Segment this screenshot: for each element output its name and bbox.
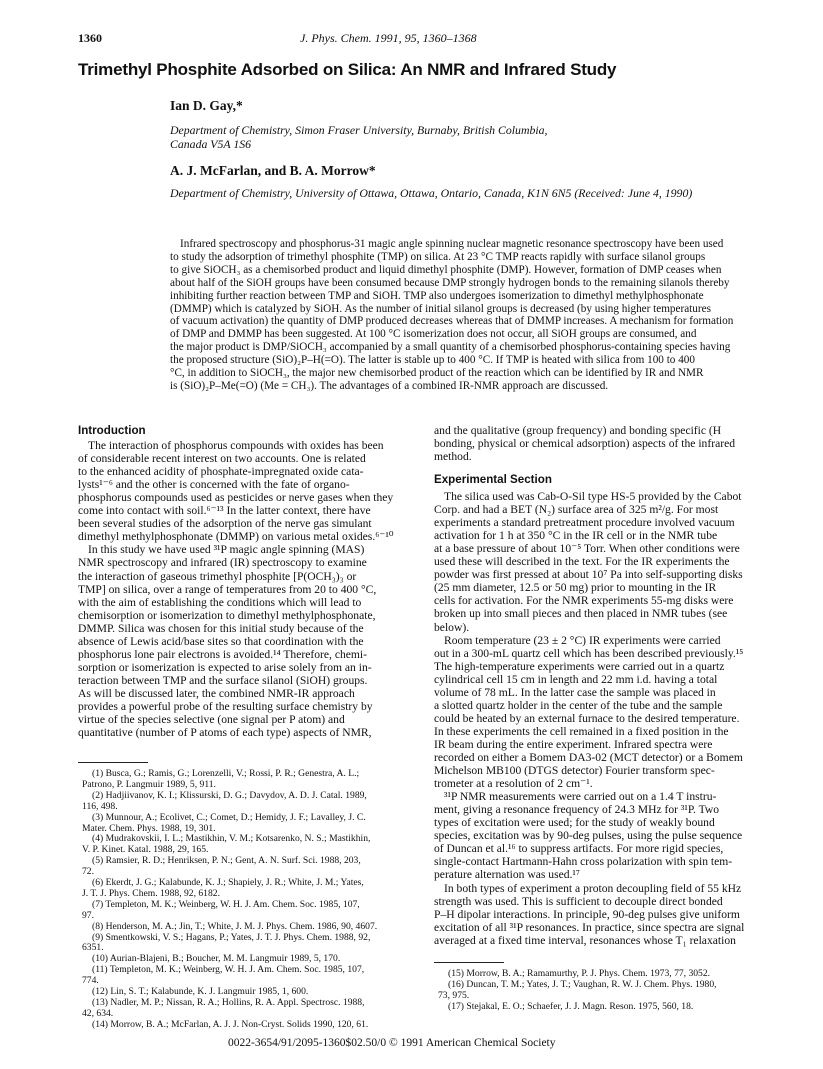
experimental-line: (25 mm diameter, 12.5 or 50 mg) prior to mounting in the IR [434, 581, 717, 595]
intro-line: In this study we have used ³¹P magic angle spinning (MAS) [88, 543, 365, 557]
intro-line: teraction between TMP and the surface silanol (SiOH) groups. [78, 673, 368, 687]
copyright-footer: 0022-3654/91/2095-1360$02.50/0 © 1991 American Chemical Society [228, 1037, 556, 1049]
footnote-entry: (17) Stejakal, E. O.; Schaefer, J. J. Magn. Reson. 1975, 560, 18. [448, 1000, 694, 1012]
footnote-entry: (3) Munnour, A.; Ecolivet, C.; Comet, D.; Hemidy, J. F.; Lavalley, J. C. [92, 811, 366, 823]
footnote-entry: (5) Ramsier, R. D.; Henriksen, P. N.; Gent, A. N. Surf. Sci. 1988, 203, [92, 855, 361, 867]
experimental-line: used these will described in the text. For the IR experiments the [434, 555, 730, 569]
intro-line: virtue of the species selective (one signal per P atom) and [78, 713, 345, 727]
experimental-line: species, excitation was by 90-deg pulses, using the pulse sequence [434, 829, 743, 843]
experimental-line: The silica used was Cab-O-Sil type HS-5 provided by the Cabot [444, 490, 742, 503]
experimental-heading: Experimental Section [434, 473, 552, 486]
intro-line: provides a powerful probe of the resulting surface chemistry by [78, 700, 373, 713]
intro-line: As will be discussed later, the combined NMR-IR approach [78, 686, 355, 700]
intro-line: DMMP. Silica was chosen for this initial study because of the [78, 621, 364, 635]
intro-line: of considerable recent interest on two accounts. One is related [78, 452, 366, 466]
footnote-entry: (10) Aurian-Blajeni, B.; Boucher, M. M. Langmuir 1989, 5, 170. [92, 953, 341, 965]
footnote-entry: (11) Templeton, M. K.; Weinberg, W. H. J. Am. Chem. Soc. 1985, 107, [92, 964, 365, 976]
abstract-line: °C, in addition to SiOCH₃, the major new chemisorbed product of the reaction which can be identified by IR and NMR [170, 367, 704, 379]
abstract-line: about half of the SiOH groups have been consumed because DMP strongly hydrogen bonds to the remaining silanols thereby [170, 276, 730, 289]
affiliation-2-line-1: Department of Chemistry, University of Ottawa, Ottawa, Ontario, Canada, K1N 6N5 (Received: June 4, 1990) [170, 186, 693, 200]
footnote-entry: (2) Hadjiivanov, K. I.; Klissurski, D. G.; Davydov, A. D. J. Catal. 1989, [92, 789, 367, 801]
footnote-entry: (16) Duncan, T. M.; Yates, J. T.; Vaughan, R. W. J. Chem. Phys. 1980, [448, 978, 717, 990]
footnote-continuation: 6351. [82, 942, 104, 954]
intro-line: chemisorption or isomerization to dimethyl methylphosphonate, [78, 608, 376, 622]
footnote-entry: (7) Templeton, M. K.; Weinberg, W. H. J. Am. Chem. Soc. 1985, 107, [92, 898, 360, 910]
author-2: A. J. McFarlan, and B. A. Morrow* [170, 163, 376, 178]
abstract-line: inhibiting further reaction between TMP and SiOH. TMP also undergoes isomerization to dimethyl methylphosphonate [170, 289, 704, 302]
abstract-line: to study the adsorption of trimethyl phosphite (TMP) on silica. At 23 °C TMP reacts rapidly with surface silanol groups [170, 250, 706, 263]
footnote-continuation: 774. [82, 975, 99, 987]
experimental-line: of Duncan et al.¹⁶ to suppress artifacts. For more rigid species, [434, 842, 724, 856]
footnote-rule-right [434, 962, 504, 963]
footnote-entry: (8) Henderson, M. A.; Jin, T.; White, J. M. J. Phys. Chem. 1986, 90, 4607. [92, 920, 378, 932]
experimental-line: activation for 1 h at 350 °C in the IR cell or in the NMR tube [434, 529, 718, 543]
experimental-line: excitation of all ³¹P resonances. In practice, since spectra are signal [434, 920, 745, 934]
intro-continued-line: method. [434, 450, 472, 464]
footnote-entry: (12) Lin, S. T.; Kalabunde, K. J. Langmuir 1985, 1, 600. [92, 986, 309, 997]
experimental-line: single-contact Hartmann-Hahn cross polarization with spin tem- [434, 855, 733, 869]
intro-line: NMR spectroscopy and infrared (IR) spectroscopy to examine [78, 556, 367, 570]
experimental-line: In these experiments the cell remained in a fixed position in the [434, 724, 729, 738]
experimental-line: recorded on either a Bomem DA3-02 (MCT detector) or a Bomem [434, 751, 743, 764]
experimental-line: experiments a standard pretreatment procedure involved vacuum [434, 516, 735, 530]
experimental-line: out in a 300-mL quartz cell which has been described previously.¹⁵ [434, 646, 744, 660]
experimental-line: volume of 78 mL. In the latter case the sample was placed in [434, 685, 716, 699]
experimental-line: at a base pressure of about 10⁻⁵ Torr. When other conditions were [434, 542, 740, 556]
intro-line: absence of Lewis acid/base sites so that coordination with the [78, 634, 364, 648]
intro-line: phosphorus compounds used as pesticides or nerve gases when they [78, 491, 394, 505]
experimental-line: Corp. and had a BET (N₂) surface area of 325 m²/g. For most [434, 503, 719, 517]
footnote-entry: (1) Busca, G.; Ramis, G.; Lorenzelli, V.; Rossi, P. R.; Genestra, A. L.; [92, 768, 360, 779]
page-number: 1360 [78, 31, 102, 45]
footnote-continuation: 97. [82, 909, 94, 921]
footnote-entry: (9) Smentkowski, V. S.; Hagans, P.; Yates, J. T. J. Phys. Chem. 1988, 92, [92, 931, 371, 943]
experimental-line: IR beam during the entire experiment. Infrared spectra were [434, 737, 713, 751]
abstract-line: is (SiO)₂P–Me(=O) (Me = CH₃). The advantages of a combined IR-NMR approach are discussed. [170, 379, 609, 392]
footnote-continuation: J. T. J. Phys. Chem. 1988, 92, 6182. [82, 887, 220, 899]
abstract-line: of vacuum activation) the quantity of DMP produced decreases whereas that of DMMP increases. A mechanism for formation [170, 315, 734, 328]
experimental-line: ³¹P NMR measurements were carried out on a 1.4 T instru- [444, 790, 717, 804]
experimental-line: perature alternation was used.¹⁷ [434, 868, 580, 882]
abstract-line: Infrared spectroscopy and phosphorus-31 magic angle spinning nuclear magnetic resonance spectroscopy have been used [180, 238, 724, 250]
footnote-entry: (13) Nadler, M. P.; Nissan, R. A.; Hollins, R. A. Appl. Spectrosc. 1988, [92, 996, 365, 1008]
affiliation-1-line-2: Canada V5A 1S6 [170, 137, 252, 151]
footnote-continuation: 72. [82, 866, 94, 878]
abstract-line: the proposed structure (SiO)₂P–H(=O). The latter is stable up to 400 °C. If TMP is heated with silica from 100 to 400 [170, 354, 695, 367]
footnote-entry: (6) Ekerdt, J. G.; Kalabunde, K. J.; Shapiely, J. R.; White, J. M.; Yates, [92, 877, 364, 888]
intro-line: TMP] on silica, over a range of temperatures from 20 to 400 °C, [78, 582, 377, 596]
intro-line: phosphorus lone pair electrons is avoided.¹⁴ Therefore, chemi- [78, 647, 368, 661]
experimental-line: averaged at a fixed time interval, resonances whose T₁ relaxation [434, 933, 736, 947]
footnote-continuation: Mater. Chem. Phys. 1988, 19, 301. [82, 822, 216, 834]
journal-citation: J. Phys. Chem. 1991, 95, 1360–1368 [300, 31, 477, 45]
experimental-line: P–H dipolar interactions. In principle, 90-deg pulses give uniform [434, 907, 740, 921]
experimental-line: The high-temperature experiments were carried out in a quartz [434, 659, 725, 673]
footnote-rule-left [78, 762, 148, 763]
article-title: Trimethyl Phosphite Adsorbed on Silica: An NMR and Infrared Study [78, 60, 617, 79]
abstract-line: of DMP and DMMP has been suggested. At 100 °C isomerization does not occur, all SiOH groups are consumed, and [170, 328, 697, 341]
introduction-heading: Introduction [78, 424, 146, 437]
footnote-continuation: 73, 975. [438, 989, 470, 1001]
footnote-entry: (15) Morrow, B. A.; Ramamurthy, P. J. Phys. Chem. 1973, 77, 3052. [448, 968, 711, 979]
intro-line: been several studies of the adsorption of the nerve gas simulant [78, 517, 372, 531]
abstract-line: to give SiOCH₃ as a chemisorbed product and liquid dimethyl phosphite (DMP). However, formation of DMP ceases when [170, 263, 722, 276]
experimental-line: cylindrical cell 15 cm in length and 22 mm i.d. having a total [434, 672, 718, 686]
experimental-line: trometer at a resolution of 2 cm⁻¹. [434, 777, 593, 791]
intro-continued-line: and the qualitative (group frequency) and bonding specific (H [434, 424, 722, 437]
intro-line: to the enhanced acidity of phosphate-impregnated oxide cata- [78, 465, 364, 479]
intro-continued-line: bonding, physical or chemical adsorption) aspects of the infrared [434, 437, 736, 451]
experimental-line: ment, giving a resonance frequency of 24.3 MHz for ³¹P. Two [434, 803, 720, 817]
experimental-line: Michelson MB100 (DTGS detector) Fourier transform spec- [434, 764, 715, 778]
intro-line: dimethyl methylphosphonate (DMMP) on various metal oxides.⁶⁻¹⁰ [78, 530, 394, 544]
author-1: Ian D. Gay,* [170, 98, 243, 113]
footnote-entry: (14) Morrow, B. A.; McFarlan, A. J. J. Non-Cryst. Solids 1990, 120, 61. [92, 1018, 369, 1030]
experimental-line: cells for activation. For the NMR experiments 55-mg disks were [434, 594, 734, 608]
intro-line: the interaction of gaseous trimethyl phosphite [P(OCH₃)₃ or [78, 569, 357, 583]
experimental-line: powder was first pressed at about 10⁷ Pa into self-supporting disks [434, 568, 743, 582]
experimental-line: types of excitation were used; for the study of weakly bound [434, 816, 715, 830]
experimental-line: a slotted quartz holder in the center of the tube and the sample [434, 698, 723, 712]
footnote-continuation: 116, 498. [82, 800, 118, 812]
experimental-line: could be heated by an external furnace to the desired temperature. [434, 711, 740, 725]
footnote-continuation: Patrono, P. Langmuir 1989, 5, 911. [82, 778, 216, 790]
intro-line: with the aim of establishing the conditions which will lead to [78, 595, 362, 609]
affiliation-1-line-1: Department of Chemistry, Simon Fraser University, Burnaby, British Columbia, [170, 123, 548, 137]
experimental-line: In both types of experiment a proton decoupling field of 55 kHz [444, 881, 742, 895]
experimental-line: strength was used. This is sufficient to decouple direct bonded [434, 894, 723, 908]
abstract-line: the major product is DMP/SiOCH₃ accompanied by a small quantity of a chemisorbed phosphorus-containing species having [170, 341, 731, 354]
footnote-continuation: V. P. Kinet. Katal. 1988, 29, 165. [82, 844, 209, 856]
experimental-line: Room temperature (23 ± 2 °C) IR experiments were carried [444, 633, 721, 647]
intro-line: come into contact with soil.⁶⁻¹³ In the latter context, there have [78, 504, 371, 518]
intro-line: lysts¹⁻⁶ and the other is concerned with the fate of organo- [78, 478, 350, 492]
intro-line: quantitative (number of P atoms of each type) aspects of NMR, [78, 726, 372, 740]
experimental-line: broken up into small pieces and then placed in NMR tubes (see [434, 607, 728, 621]
abstract-line: (DMMP) which is catalyzed by SiOH. As the number of initial silanol groups is decreased (by using higher temperatures [170, 302, 711, 315]
intro-line: The interaction of phosphorus compounds with oxides has been [88, 439, 384, 452]
experimental-line: below). [434, 620, 470, 634]
footnote-entry: (4) Mudrakovskii, I. L.; Mastikhin, V. M.; Kotsarenko, N. S.; Mastikhin, [92, 833, 371, 845]
intro-line: sorption or isomerization is expected to arise solely from an in- [78, 660, 372, 674]
footnote-continuation: 42, 634. [82, 1007, 114, 1019]
